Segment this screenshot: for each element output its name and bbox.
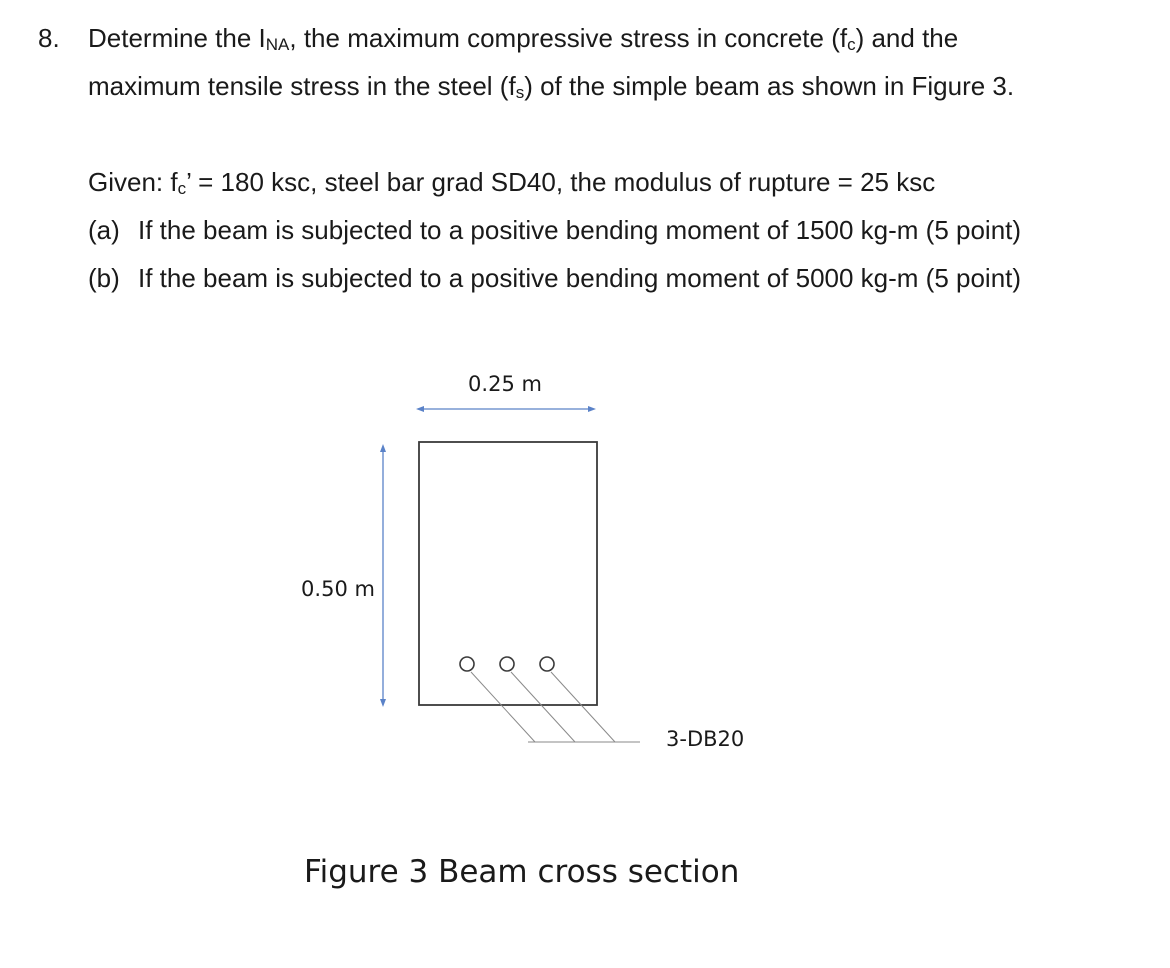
question-line-2-prefix: maximum tensile stress in the steel (f <box>88 71 516 101</box>
rebar-group <box>460 657 615 742</box>
rebar-circle <box>500 657 514 671</box>
height-dimension-label: 0.50 m <box>301 577 375 601</box>
question-number: 8. <box>38 23 60 53</box>
part-a-text: If the beam is subjected to a positive bending moment of 1500 kg-m (5 point) <box>138 215 1022 245</box>
part-a-label: (a) <box>88 215 120 245</box>
rebar-leader-diagonal <box>471 672 535 742</box>
fc-subscript: c <box>847 35 856 54</box>
beam-outline <box>419 442 597 705</box>
question-line-2-suffix: ) of the simple beam as shown in Figure 3. <box>524 71 1015 101</box>
given-subscript: c <box>177 179 187 198</box>
rebar-circle <box>460 657 474 671</box>
part-b-label: (b) <box>88 263 120 293</box>
rebar-label: 3-DB20 <box>666 727 745 751</box>
figure-caption: Figure 3 Beam cross section <box>304 854 740 890</box>
question-line-1-prefix: Determine the I <box>88 23 266 53</box>
given-prefix: Given: f <box>88 167 178 197</box>
part-b-text: If the beam is subjected to a positive bending moment of 5000 kg-m (5 point) <box>138 263 1022 293</box>
rebar-leader-diagonal <box>551 672 615 742</box>
fs-subscript: s <box>515 83 525 102</box>
rebar-circle <box>540 657 554 671</box>
rebar-leader-diagonal <box>511 672 575 742</box>
given-suffix: ’ = 180 ksc, steel bar grad SD40, the modulus of rupture = 25 ksc <box>186 167 936 197</box>
question-line-1-suffix: ) and the <box>855 23 959 53</box>
question-line-1-mid: , the maximum compressive stress in concrete (f <box>289 23 848 53</box>
width-dimension-label: 0.25 m <box>468 372 542 396</box>
na-subscript: NA <box>265 35 290 54</box>
